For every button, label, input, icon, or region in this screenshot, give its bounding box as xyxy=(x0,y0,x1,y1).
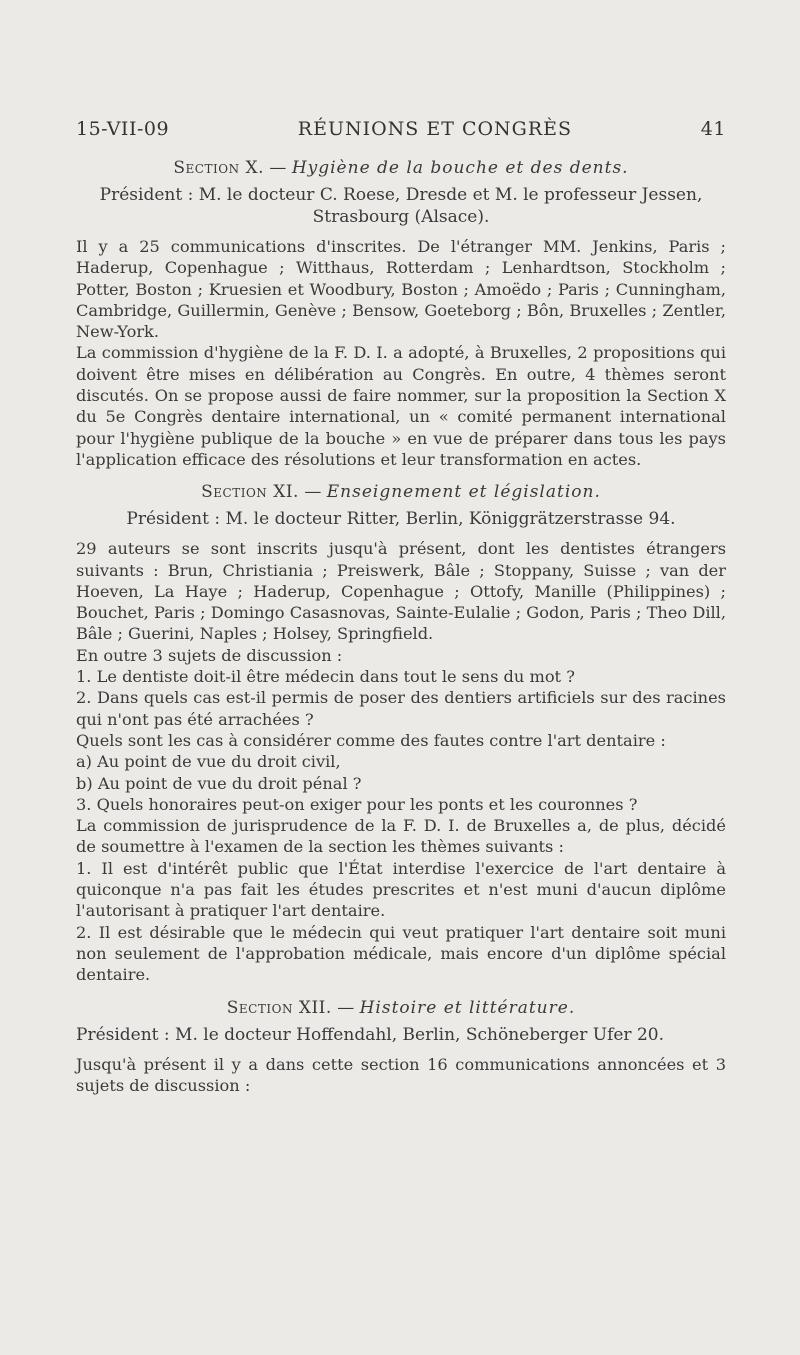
section-xi-paragraph-3: 1. Le dentiste doit-il être médecin dans tout le sens du mot ? xyxy=(76,667,575,687)
header-date: 15-VII-09 xyxy=(76,118,170,140)
section-xi-paragraph-7: b) Au point de vue du droit pénal ? xyxy=(76,773,362,793)
section-xii-topic: Histoire et littérature. xyxy=(359,997,576,1018)
section-x-label: Section X. xyxy=(173,158,264,178)
page-number: 41 xyxy=(700,118,726,140)
section-xi-paragraph-4: 2. Dans quels cas est-il permis de poser des dentiers artificiels sur des racines qui n'ont pas été arrachées ? xyxy=(76,688,726,729)
section-xi-paragraph-9: La commission de jurisprudence de la F. D. I. de Bruxelles a, de plus, décidé de soumettre à l'examen de la section les thèmes suivants : xyxy=(76,816,726,857)
section-xii-heading xyxy=(76,998,726,1018)
running-header xyxy=(76,118,726,140)
header-title: RÉUNIONS ET CONGRÈS xyxy=(297,118,573,140)
section-x-topic: Hygiène de la bouche et des dents. xyxy=(291,158,629,178)
section-xi-paragraph-11: 2. Il est désirable que le médecin qui veut pratiquer l'art dentaire soit muni non seulement de l'approbation médicale, mais encore d'un diplôme spécial dentaire. xyxy=(76,922,726,985)
section-xii-dash: — xyxy=(337,997,355,1018)
section-xi-paragraph-1: 29 auteurs se sont inscrits jusqu'à présent, dont les dentistes étrangers suivants : Brun, Christiania ; Preiswerk, Bâle ; Stoppany, Suisse ; van der Hoeven, La Haye ; Haderup, Copenhague ; Ottofy, Manille (Philippines) ; Bouchet, Paris ; Domingo Casasnovas, Sainte-Eulalie ; Godon, Paris ; Theo Dill, Bâle ; Guerini, Naples ; Holsey, Springfield. xyxy=(76,539,726,644)
section-xi-label: Section XI. xyxy=(201,482,299,503)
section-xii-label: Section XII. xyxy=(226,997,332,1018)
section-xi-paragraph-5: Quels sont les cas à considérer comme des fautes contre l'art dentaire : xyxy=(76,730,666,750)
section-x-president: Président : M. le docteur C. Roese, Dresde et M. le professeur Jessen, Strasbourg (Alsace). xyxy=(99,185,703,227)
section-xi-heading xyxy=(76,482,726,502)
section-xi-paragraph-10: 1. Il est d'intérêt public que l'État interdise l'exercice de l'art dentaire à quiconque n'a pas fait les études prescrites et n'est muni d'aucun diplôme l'autorisant à pratiquer l'art dentaire. xyxy=(76,858,726,921)
section-xi-paragraph-6: a) Au point de vue du droit civil, xyxy=(76,752,341,772)
section-xi-paragraph-8: 3. Quels honoraires peut-on exiger pour les ponts et les couronnes ? xyxy=(76,794,638,814)
section-xi-topic: Enseignement et législation. xyxy=(326,482,601,503)
section-x-paragraph-2: La commission d'hygiène de la F. D. I. a adopté, à Bruxelles, 2 propositions qui doivent être mises en délibération au Congrès. En outre, 4 thèmes seront discutés. On se propose aussi de faire nommer, sur la proposition la Section X du 5e Congrès dentaire international, un « comité permanent international pour l'hygiène publique de la bouche » en vue de préparer dans tous les pays l'application efficace des résolutions et leur transformation en actes. xyxy=(76,343,726,469)
section-xii-president: Président : M. le docteur Hoffendahl, Berlin, Schöneberger Ufer 20. xyxy=(76,1024,664,1045)
section-xi-president: Président : M. le docteur Ritter, Berlin, Königgrätzerstrasse 94. xyxy=(126,509,676,530)
section-x-dash: — xyxy=(269,158,287,178)
section-xi-dash: — xyxy=(304,482,322,503)
section-x-heading xyxy=(76,158,726,178)
section-x-paragraph-1: Il y a 25 communications d'inscrites. De l'étranger MM. Jenkins, Paris ; Haderup, Copenhague ; Witthaus, Rotterdam ; Lenhardtson, Stockholm ; Potter, Boston ; Kruesien et Woodbury, Boston ; Amoëdo ; Paris ; Cunningham, Cambridge, Guillermin, Genève ; Bensow, Goeteborg ; Bôn, Bruxelles ; Zentler, New-York. xyxy=(76,237,726,342)
section-xii-paragraph-1: Jusqu'à présent il y a dans cette section 16 communications annoncées et 3 sujets de discussion : xyxy=(76,1054,726,1095)
section-xi-paragraph-2: En outre 3 sujets de discussion : xyxy=(76,645,343,665)
